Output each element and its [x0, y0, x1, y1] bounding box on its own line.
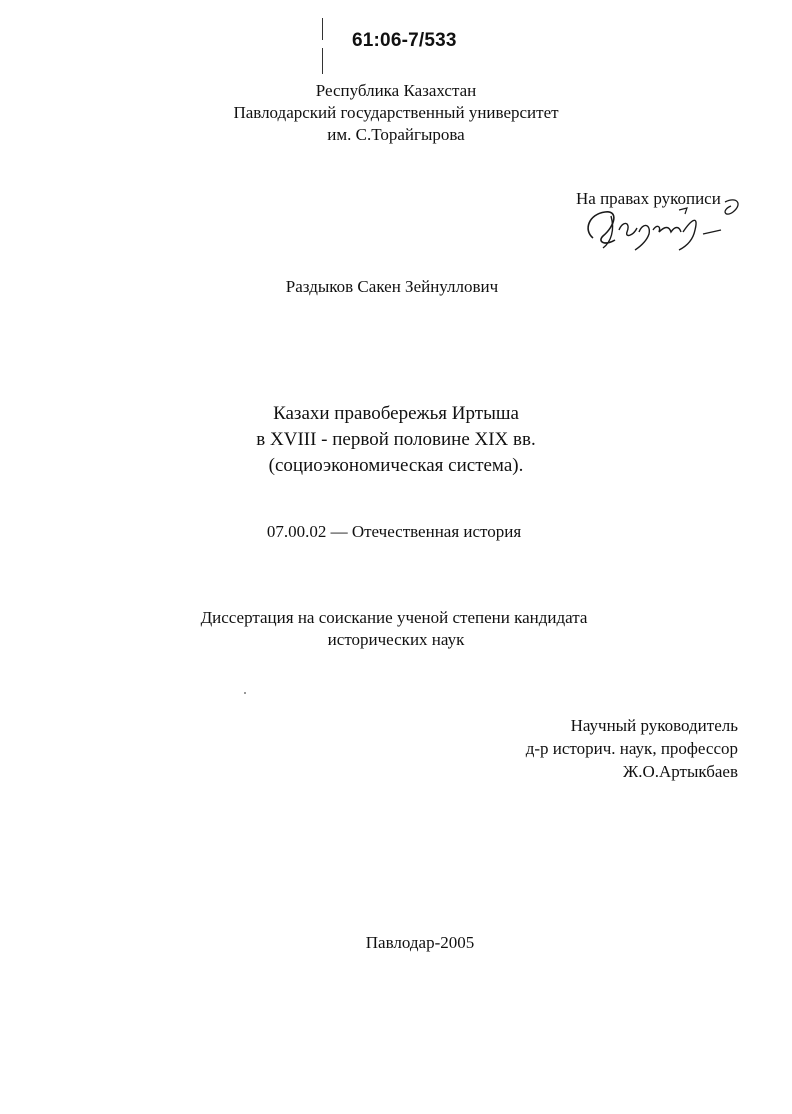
supervisor-degree: д-р историч. наук, профессор — [525, 739, 738, 758]
dissertation-line-1: Диссертация на соискание ученой степени кандидата — [200, 608, 588, 627]
manuscript-note: На правах рукописи — [576, 189, 721, 208]
title-line-2: в XVIII - первой половине XIX вв. — [256, 429, 536, 450]
author-name: Раздыков Сакен Зейнуллович — [285, 277, 499, 296]
supervisor-name: Ж.О.Артыкбаев — [622, 762, 738, 781]
scan-speck — [244, 692, 246, 694]
supervisor-role: Научный руководитель — [570, 716, 738, 735]
header-university: Павлодарский государственный университет — [233, 103, 559, 122]
margin-mark — [322, 18, 323, 40]
title-line-3: (социоэкономическая система). — [268, 455, 524, 476]
shelf-mark: 61:06-7/533 — [352, 30, 457, 51]
dissertation-line-2: исторических наук — [327, 630, 465, 649]
handwritten-signature — [575, 190, 755, 260]
specialty-code: 07.00.02 — Отечественная история — [266, 522, 522, 541]
place-year: Павлодар-2005 — [365, 933, 475, 952]
margin-mark — [322, 48, 323, 74]
header-named-after: им. С.Торайгырова — [327, 125, 465, 144]
header-country: Республика Казахстан — [315, 81, 477, 100]
title-line-1: Казахи правобережья Иртыша — [273, 403, 519, 424]
